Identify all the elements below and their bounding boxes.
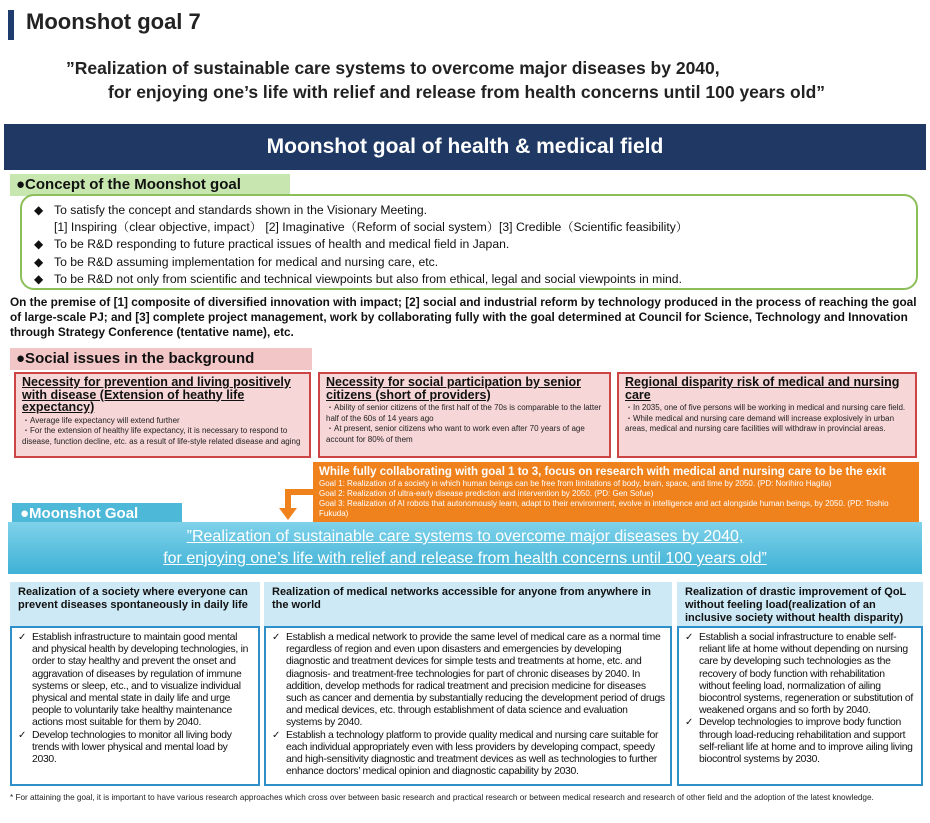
issue-body: ・For the extension of healthy life expectancy, it is necessary to respond to disease, function decline, etc. as a result of life-style related disease and aging xyxy=(22,426,301,446)
pillar-point: ✓ Establish a technology platform to provide quality medical and nursing care suitable for each individual appropriately even with less providers by developing compact, speedy and high-sensitivity diagnostic and treatment devices as well as technologies to further enhance doctors’ medical opinion and diagnostic capability by 2030. xyxy=(270,730,666,779)
header-accent-bar xyxy=(8,10,14,40)
issue-body: ・At present, senior citizens who want to work even after 70 years of age account for 80% of them xyxy=(326,424,585,444)
diamond-icon: ◆ xyxy=(34,237,44,252)
pillar-point: ✓ Develop technologies to improve body function through load-reducing rehabilitation and support self-reliant life at home and to improve ailing living biocontrol systems by 2030. xyxy=(683,717,917,766)
goal-quote-line2: for enjoying one’s life with relief and release from health concerns until 100 years old” xyxy=(108,82,826,102)
issue-body: ・While medical and nursing care demand will increase explosively in urban areas, medical and nursing care facilities will withdraw in provincial areas. xyxy=(625,413,895,433)
goal-statement-line1: ”Realization of sustainable care systems to overcome major diseases by 2040, xyxy=(186,528,744,545)
moonshot-goal-statement xyxy=(8,522,922,574)
issue-card-regional xyxy=(617,372,917,458)
pillar-title: Realization of drastic improvement of QoL without feeling load(realization of an inclusive society without health disparity) xyxy=(677,582,923,626)
pillar-point: ✓ Develop technologies to monitor all living body trends with lower physical and mental load by 2030. xyxy=(16,730,254,767)
collaboration-box xyxy=(313,462,919,522)
goal-quote-line1: ”Realization of sustainable care systems to overcome major diseases by 2040, xyxy=(66,58,720,78)
issue-title: Regional disparity risk of medical and nursing care xyxy=(625,375,900,402)
pillar-point: ✓ Establish a medical network to provide the same level of medical care as a normal time regardless of region and even upon disasters and emergencies by developing diagnostic and treatment devices for simple tests and treatments at home, etc. and diagnosis- and treatment-free technologies for part of chronic diseases by 2040. In addition, develop methods for radical treatment and precision medicine for diseases such as cancer and dementia by substantially reducing the development period of drugs and medical devices, etc. through establishment of data science and evaluation systems by 2040. xyxy=(270,632,666,730)
diamond-icon: ◆ xyxy=(34,254,44,269)
down-arrow-icon xyxy=(276,488,316,524)
collaboration-goal: Goal 1: Realization of a society in which human beings can be free from limitations of body, brain, space, and time by 2050. (PD: Norihiro Hagita) xyxy=(319,479,832,488)
pillar-point: ✓ Establish a social infrastructure to enable self-reliant life at home without depending on nursing care by developing such technologies as the recovery of body function with rehabilitation without feeling load, normalization of ailing biocontrol systems, regeneration or substitution of weakened organs and so forth by 2040. xyxy=(683,632,917,717)
issue-title: Necessity for prevention and living positively with disease (Extension of heathy life expectancy) xyxy=(22,375,291,414)
collaboration-goal: Goal 2: Realization of ultra-early disease prediction and intervention by 2050. (PD: Gen Sofue) xyxy=(319,489,654,498)
pillar-body-qol xyxy=(677,626,923,786)
concept-heading: ●Concept of the Moonshot goal xyxy=(10,174,290,196)
issue-body: ・Ability of senior citizens of the first half of the 70s is comparable to the latter half of the 60s of 14 years ago xyxy=(326,403,602,423)
pillar-point: ✓ Establish infrastructure to maintain good mental and physical health by developing technologies, in order to stay healthy and prevent the onset and aggravation of diseases by regulation of immune systems or sleep, etc., and to visualize individual physical and mental state in daily life and urge people to voluntarily take healthy maintenance actions most suitable for them by 2040. xyxy=(16,632,254,730)
goal-quote xyxy=(66,56,825,104)
concept-item: [1] Inspiring（clear objective, impact） [2] Imaginative（Reform of social system）[3] Credible（Scientific feasibility） xyxy=(54,220,688,235)
issue-card-prevention xyxy=(14,372,311,458)
pillar-title: Realization of medical networks accessible for anyone from anywhere in the world xyxy=(264,582,672,626)
goal-statement-line2: for enjoying one’s life with relief and release from health concerns until 100 years old” xyxy=(163,550,767,567)
issue-title: Necessity for social participation by senior citizens (short of providers) xyxy=(326,375,581,402)
collaboration-goal: Goal 3: Realization of AI robots that autonomously learn, adapt to their environment, evolve in intelligence and act alongside human beings, by 2050. (PD: Toshio Fukuda) xyxy=(319,499,889,518)
concept-item: ◆ To be R&D responding to future practical issues of health and medical field in Japan. xyxy=(34,236,906,253)
concept-box xyxy=(20,194,918,290)
diamond-icon: ◆ xyxy=(34,203,44,217)
pillar-body-network xyxy=(264,626,672,786)
issue-body: ・In 2035, one of five persons will be working in medical and nursing care field. xyxy=(625,403,906,412)
social-issues-heading: ●Social issues in the background xyxy=(10,348,312,370)
issue-card-senior xyxy=(318,372,611,458)
moonshot-goal-heading: ●Moonshot Goal xyxy=(12,503,182,525)
concept-item: ◆ To be R&D not only from scientific and technical viewpoints but also from ethical, legal and social viewpoints in mind. xyxy=(34,271,906,288)
concept-item: ◆ To be R&D assuming implementation for medical and nursing care, etc. xyxy=(34,254,906,271)
footnote: * For attaining the goal, it is important to have various research approaches which cross over between basic research and practical research or between medical research and research of other field and the adoption of the latest knowledge. xyxy=(10,793,874,802)
pillar-title: Realization of a society where everyone can prevent diseases spontaneously in daily life xyxy=(10,582,260,626)
collaboration-title: While fully collaborating with goal 1 to 3, focus on research with medical and nursing care to be the exit xyxy=(319,466,886,478)
issue-body: ・Average life expectancy will extend further xyxy=(22,415,180,425)
pillar-body-prevention xyxy=(10,626,260,786)
section-banner: Moonshot goal of health & medical field xyxy=(4,124,926,170)
concept-item: ◆ To satisfy the concept and standards shown in the Visionary Meeting. xyxy=(34,202,906,219)
diamond-icon: ◆ xyxy=(34,271,44,286)
page-title: Moonshot goal 7 xyxy=(26,9,201,34)
premise-text: On the premise of [1] composite of diversified innovation with impact; [2] social and industrial reform by technology produced in the process of reaching the goal of large-scale PJ; and [3] complete project management, work by collaborating fully with the goal determined at Council for Science, Technology and Innovation through Strategy Conference (tentative name), etc. xyxy=(10,295,917,339)
